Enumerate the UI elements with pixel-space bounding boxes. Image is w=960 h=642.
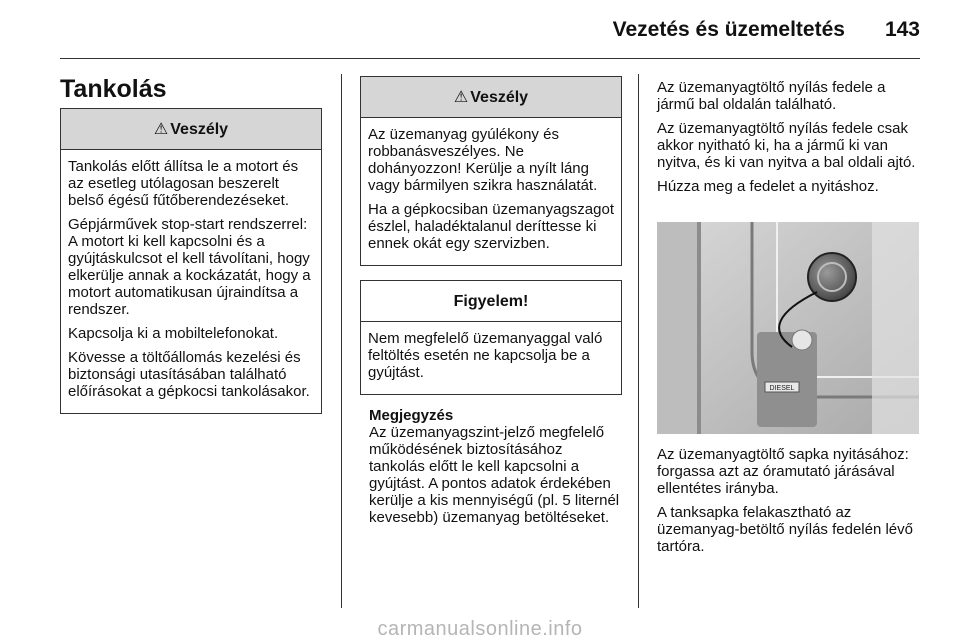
- danger-box-1-body: [61, 150, 321, 413]
- caution-box: [360, 280, 622, 395]
- right-paragraph: Az üzemanyagtöltő sapka nyitásához: forgassa azt az óramutató járásával ellentétes irányba.: [657, 446, 909, 497]
- section-title: Tankolás: [60, 75, 167, 103]
- warning-triangle-icon: ⚠: [453, 88, 469, 106]
- caution-box-body: [361, 322, 621, 394]
- column-2: [360, 76, 622, 526]
- right-paragraph: Húzza meg a fedelet a nyitáshoz.: [657, 178, 879, 195]
- danger-box-1-header: [61, 109, 321, 150]
- note-block: [360, 407, 622, 526]
- danger-box-2-body: [361, 118, 621, 265]
- caution-box-paragraph: Nem megfelelő üzemanyaggal való feltöltés esetén ne kapcsolja be a gyújtást.: [368, 330, 603, 381]
- danger-box-2-paragraph: Ha a gépkocsiban üzemanyagszagot észlel, haladéktalanul deríttesse ki ennek okát egy szervizben.: [368, 201, 614, 252]
- caution-box-header: [361, 281, 621, 322]
- right-paragraph: A tanksapka felakasztható az üzemanyag-betöltő nyílás fedelén lévő tartóra.: [657, 504, 913, 555]
- right-paragraph: Az üzemanyagtöltő nyílás fedele csak akkor nyitható ki, ha a jármű ki van nyitva, és ki van nyitva a bal oldali ajtó.: [657, 120, 916, 171]
- danger-box-1: [60, 108, 322, 414]
- right-paragraph: Az üzemanyagtöltő nyílás fedele a jármű bal oldalán található.: [657, 79, 886, 113]
- column-divider-1: [341, 74, 342, 608]
- note-title: Megjegyzés: [369, 407, 454, 424]
- warning-triangle-icon: ⚠: [153, 120, 169, 138]
- page-number: 143: [884, 18, 920, 41]
- danger-box-1-paragraph: Kapcsolja ki a mobiltelefonokat.: [68, 325, 279, 342]
- danger-box-2-header: [361, 77, 621, 118]
- header-rule: [60, 58, 920, 59]
- danger-box-2: [360, 76, 622, 266]
- fuel-cap-illustration: [657, 222, 919, 434]
- danger-box-1-paragraph: Gépjárművek stop-start rendszerrel: A motort ki kell kapcsolni és a gyújtáskulcsot el kell távolítani, hogy elkerülje annak a kockázatát, hogy a motort automatikusan újraindítsa a rendszer.: [68, 216, 311, 318]
- danger-box-1-title: Veszély: [170, 120, 229, 138]
- header-title: Vezetés és üzemeltetés: [612, 18, 845, 41]
- column-divider-2: [638, 74, 639, 608]
- danger-box-1-paragraph: Tankolás előtt állítsa le a motort és az esetleg utólagosan beszerelt belső égésű fűtőberendezéseket.: [68, 158, 299, 209]
- diesel-label: DIESEL: [769, 385, 795, 392]
- fuel-cap-photo: [657, 222, 919, 434]
- note-text: Az üzemanyagszint-jelző megfelelő működésének biztosításához tankolás előtt le kell kapcsolni a gyújtást. A pontos adatok érdekében kerülje a kis mennyiségű (pl. 5 liternél kevesebb) üzemanyag betöltéseket.: [369, 424, 620, 526]
- column-1: [60, 108, 322, 414]
- danger-box-1-paragraph: Kövesse a töltőállomás kezelési és biztonsági utasításában található előírásokat a gépkocsi tankolásakor.: [68, 349, 310, 400]
- danger-box-2-paragraph: Az üzemanyag gyúlékony és robbanásveszélyes. Ne dohányozzon! Kerülje a nyílt láng vagy bármilyen szikra használatát.: [368, 126, 598, 194]
- page-header: [613, 18, 920, 42]
- caution-box-title: Figyelem!: [453, 292, 529, 310]
- column-3: [657, 79, 919, 202]
- watermark: carmanualsonline.info: [377, 618, 583, 640]
- column-3-bottom: [657, 446, 919, 562]
- danger-box-2-title: Veszély: [470, 88, 529, 106]
